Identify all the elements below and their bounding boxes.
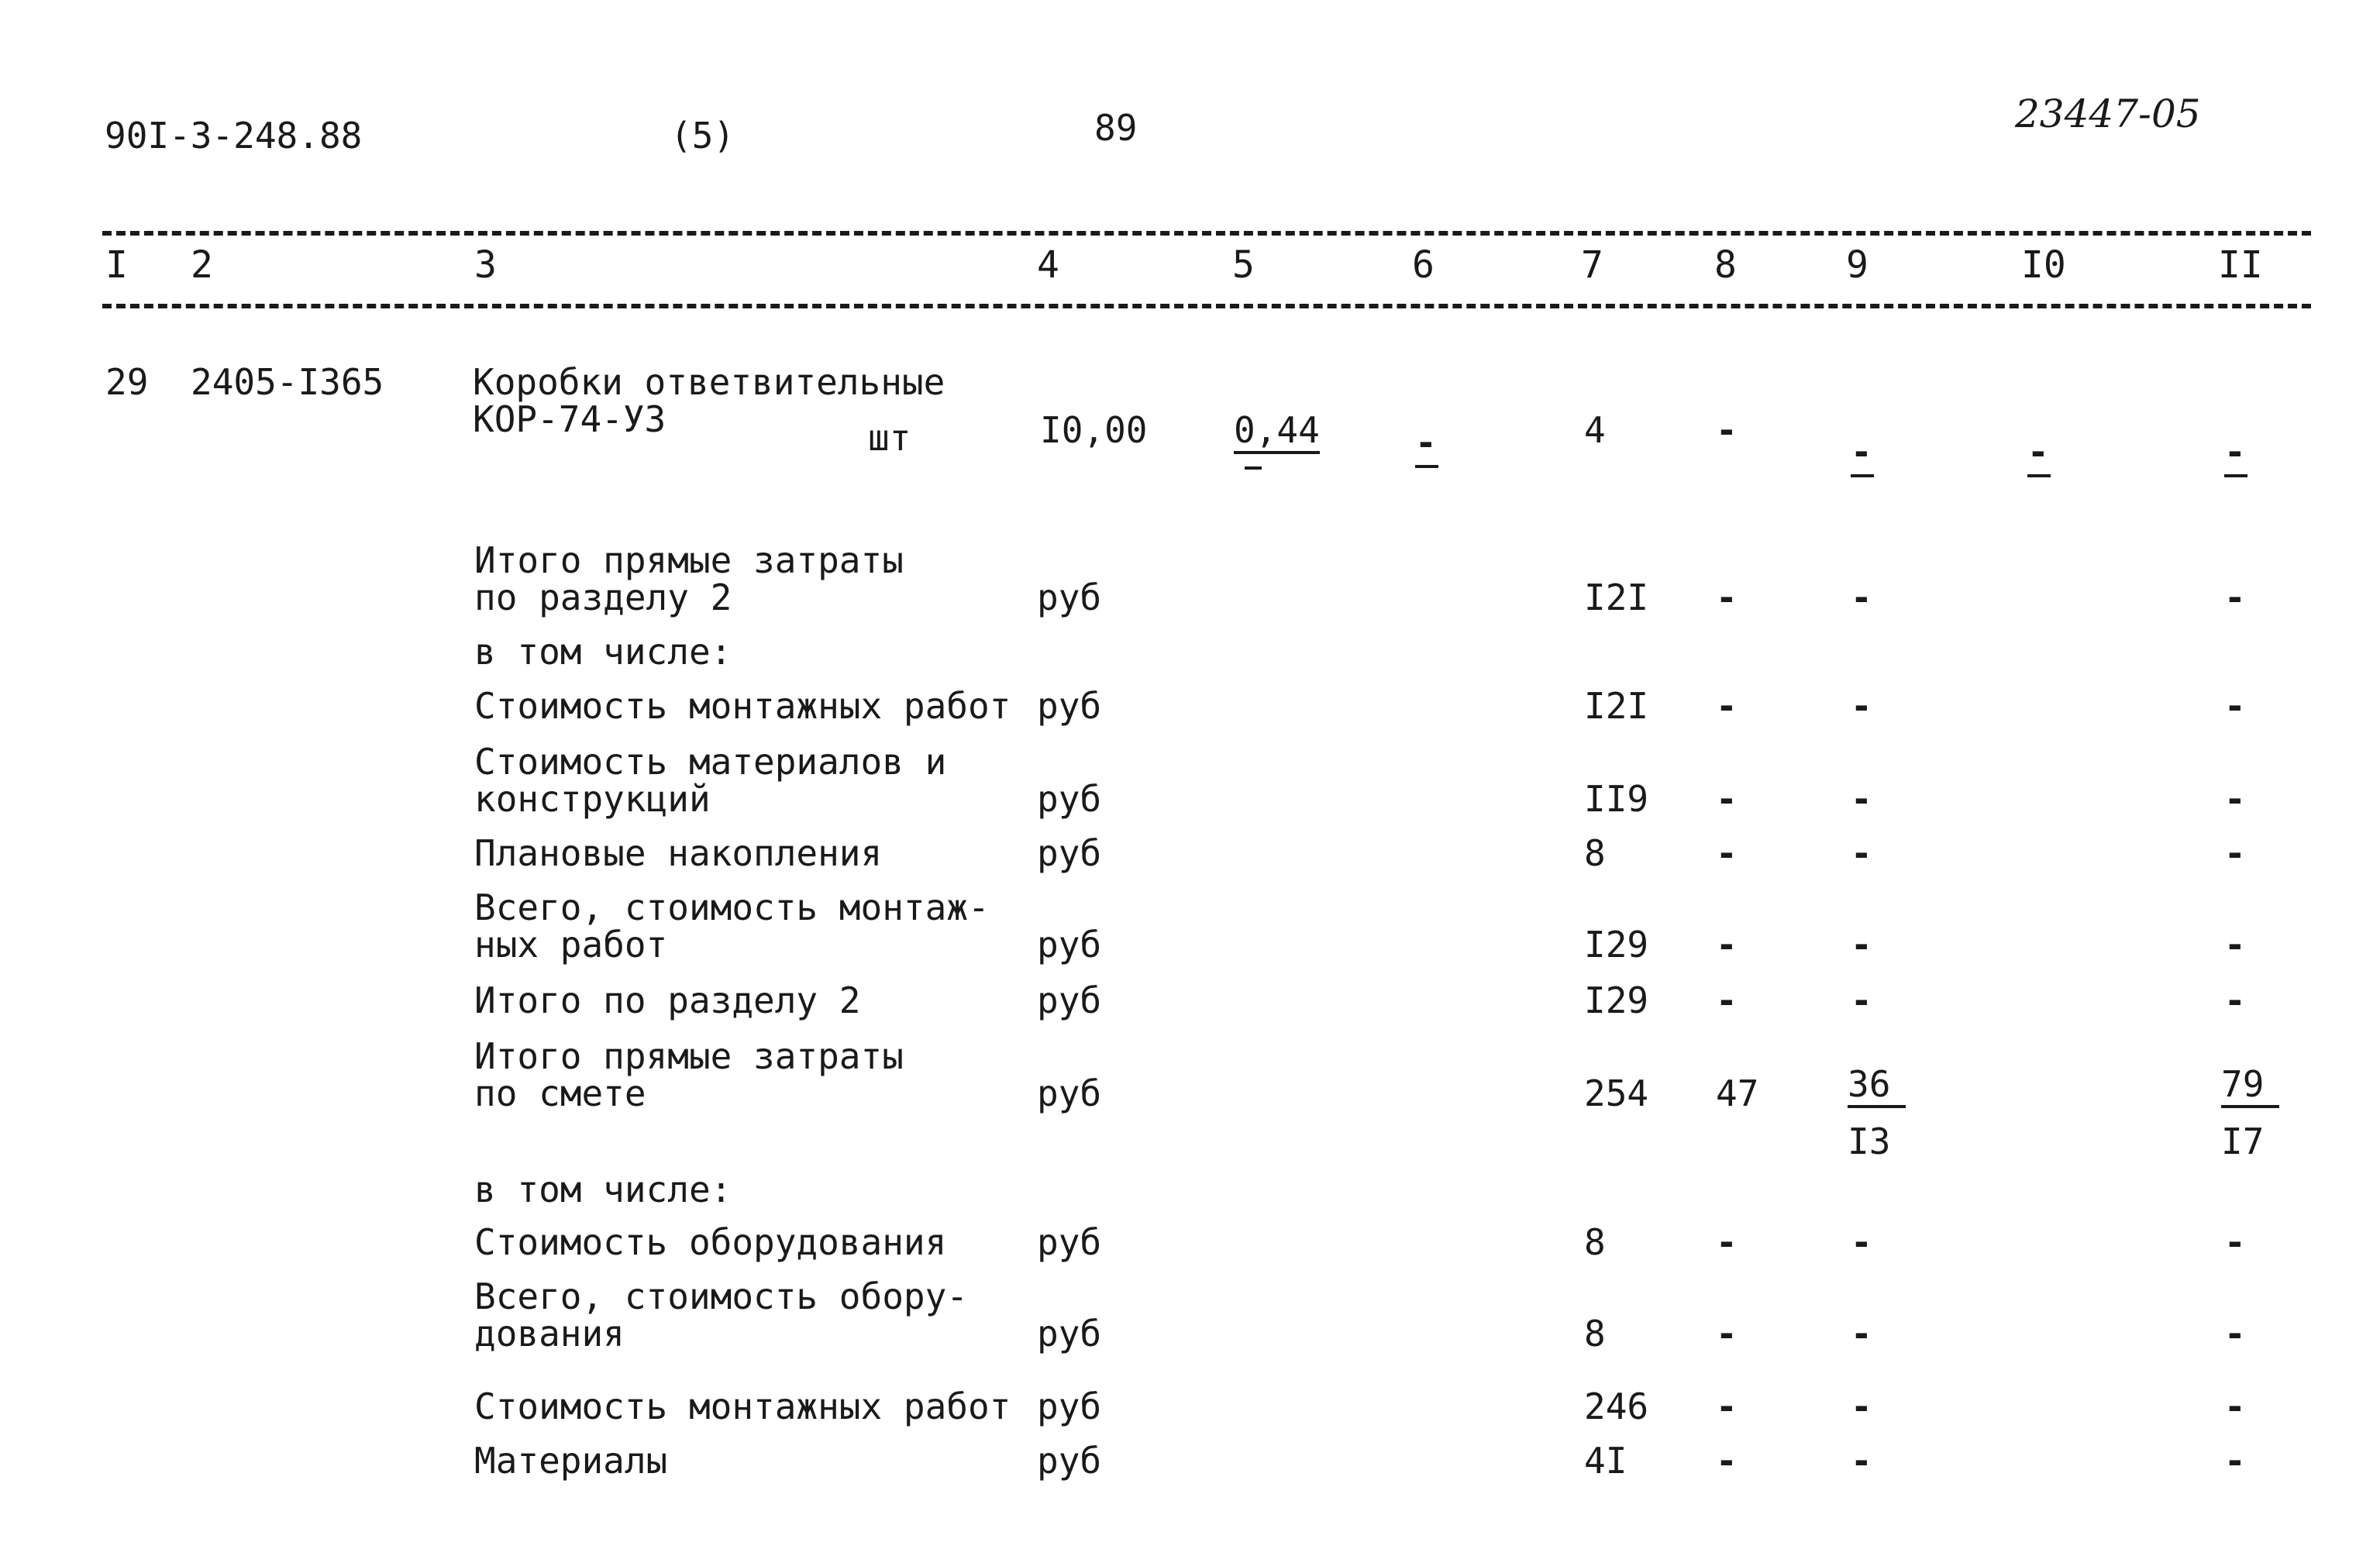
- summary-col11: -: [2224, 924, 2246, 966]
- summary-col7: I29: [1584, 924, 1649, 966]
- summary-label-line1: Итого прямые затраты: [474, 539, 904, 581]
- summary-col11: 79: [2221, 1066, 2279, 1108]
- summary-unit: руб: [1037, 924, 1102, 966]
- summary-col11: -: [2224, 778, 2246, 820]
- summary-col8: -: [1716, 1440, 1738, 1482]
- column-header-5: 5: [1232, 243, 1255, 287]
- col6-sub-dash: [1415, 465, 1438, 468]
- summary-col7: I2I: [1584, 685, 1649, 727]
- col10-sub-dash: [2027, 474, 2051, 477]
- summary-col11: -: [2224, 1440, 2246, 1482]
- summary-col11: -: [2224, 832, 2246, 874]
- summary-col7: 4I: [1584, 1440, 1627, 1482]
- document-code: 90I-3-248.88: [105, 115, 363, 157]
- col9-sub-dash: [1851, 474, 1874, 477]
- col9-value: -: [1851, 431, 1872, 473]
- summary-label-line1: Итого по разделу 2: [474, 979, 861, 1021]
- including-label: в том числе:: [474, 631, 732, 673]
- summary-col11: -: [2224, 577, 2246, 618]
- summary-col8: -: [1716, 1221, 1738, 1263]
- summary-unit: руб: [1037, 1440, 1102, 1482]
- summary-col9: -: [1851, 577, 1872, 618]
- summary-col8: -: [1716, 832, 1738, 874]
- summary-label-line2: по разделу 2: [474, 577, 732, 618]
- summary-label-line1: Стоимость монтажных работ: [474, 1386, 1011, 1427]
- sheet-marker: (5): [670, 115, 735, 157]
- summary-col11-secondary: I7: [2221, 1121, 2265, 1162]
- summary-unit: руб: [1037, 778, 1102, 820]
- summary-col7: I2I: [1584, 577, 1649, 618]
- header-bottom-rule: [102, 304, 2311, 308]
- column-header-10: I0: [2021, 243, 2066, 287]
- summary-unit: руб: [1037, 1221, 1102, 1263]
- summary-label-line1: Стоимость монтажных работ: [474, 685, 1011, 727]
- summary-col9: 36: [1848, 1066, 1906, 1108]
- unit: шт: [868, 417, 911, 459]
- column-header-7: 7: [1581, 243, 1603, 287]
- summary-col8: -: [1716, 1313, 1738, 1355]
- column-header-6: 6: [1412, 243, 1435, 287]
- summary-col9: -: [1851, 778, 1872, 820]
- summary-col8: -: [1716, 778, 1738, 820]
- summary-col9: -: [1851, 832, 1872, 874]
- unit-cost: 0,44: [1234, 412, 1320, 454]
- summary-col9: -: [1851, 1386, 1872, 1427]
- unit-cost-sub-dash: [1245, 466, 1262, 470]
- summary-col9: -: [1851, 1313, 1872, 1355]
- summary-col7: 8: [1584, 832, 1606, 874]
- summary-col8: -: [1716, 979, 1738, 1021]
- summary-label-line1: Стоимость материалов и: [474, 741, 947, 783]
- summary-unit: руб: [1037, 1072, 1102, 1114]
- summary-label-line1: Стоимость оборудования: [474, 1221, 947, 1263]
- summary-unit: руб: [1037, 832, 1102, 874]
- summary-col7: II9: [1584, 778, 1649, 820]
- summary-col9: -: [1851, 1221, 1872, 1263]
- summary-label-line2: дования: [474, 1313, 625, 1355]
- summary-col8: -: [1716, 1386, 1738, 1427]
- summary-label-line2: ных работ: [474, 924, 668, 966]
- column-header-9: 9: [1846, 243, 1869, 287]
- summary-label-line1: Всего, стоимость монтаж-: [474, 886, 990, 928]
- summary-col11: -: [2224, 1221, 2246, 1263]
- summary-col7: 254: [1584, 1072, 1649, 1114]
- item-name-line2: КОР-74-УЗ: [473, 398, 666, 440]
- col10-value: -: [2027, 431, 2049, 473]
- col7-value: 4: [1584, 409, 1606, 451]
- summary-label-line2: конструкций: [474, 778, 711, 820]
- col8-value: -: [1716, 409, 1738, 451]
- summary-unit: руб: [1037, 1386, 1102, 1427]
- column-header-4: 4: [1037, 243, 1059, 287]
- summary-col7: 8: [1584, 1221, 1606, 1263]
- summary-label-line1: Материалы: [474, 1440, 668, 1482]
- column-header-11: II: [2218, 243, 2263, 287]
- summary-col11: -: [2224, 685, 2246, 727]
- summary-col11: -: [2224, 1313, 2246, 1355]
- summary-col7: 8: [1584, 1313, 1606, 1355]
- column-header-3: 3: [474, 243, 497, 287]
- price-code: 2405-I365: [191, 361, 384, 403]
- summary-label-line1: Плановые накопления: [474, 832, 883, 874]
- summary-unit: руб: [1037, 979, 1102, 1021]
- summary-label-line1: Итого прямые затраты: [474, 1035, 904, 1077]
- summary-col8: -: [1716, 924, 1738, 966]
- column-header-8: 8: [1714, 243, 1737, 287]
- summary-col9: -: [1851, 924, 1872, 966]
- inventory-number: 23447-05: [2015, 91, 2201, 136]
- column-header-1: I: [105, 243, 128, 287]
- summary-col11: -: [2224, 1386, 2246, 1427]
- summary-unit: руб: [1037, 1313, 1102, 1355]
- summary-col11: -: [2224, 979, 2246, 1021]
- page-number: 89: [1094, 107, 1138, 149]
- summary-label-line1: Всего, стоимость обору-: [474, 1275, 968, 1317]
- including-label: в том числе:: [474, 1169, 732, 1210]
- summary-col9: -: [1851, 979, 1872, 1021]
- col11-value: -: [2224, 431, 2246, 473]
- quantity: I0,00: [1040, 409, 1148, 451]
- col6-value: -: [1415, 422, 1437, 463]
- column-header-2: 2: [191, 243, 213, 287]
- summary-col7: I29: [1584, 979, 1649, 1021]
- summary-label-line2: по смете: [474, 1072, 646, 1114]
- summary-col7: 246: [1584, 1386, 1649, 1427]
- header-top-rule: [102, 231, 2311, 236]
- summary-unit: руб: [1037, 685, 1102, 727]
- summary-col8: -: [1716, 685, 1738, 727]
- item-name-line1: Коробки ответвительные: [473, 361, 945, 403]
- row-number: 29: [105, 361, 149, 403]
- summary-col9-secondary: I3: [1848, 1121, 1891, 1162]
- summary-unit: руб: [1037, 577, 1102, 618]
- col11-sub-dash: [2224, 474, 2247, 477]
- summary-col9: -: [1851, 1440, 1872, 1482]
- summary-col8: -: [1716, 577, 1738, 618]
- summary-col9: -: [1851, 685, 1872, 727]
- summary-col8: 47: [1716, 1072, 1759, 1114]
